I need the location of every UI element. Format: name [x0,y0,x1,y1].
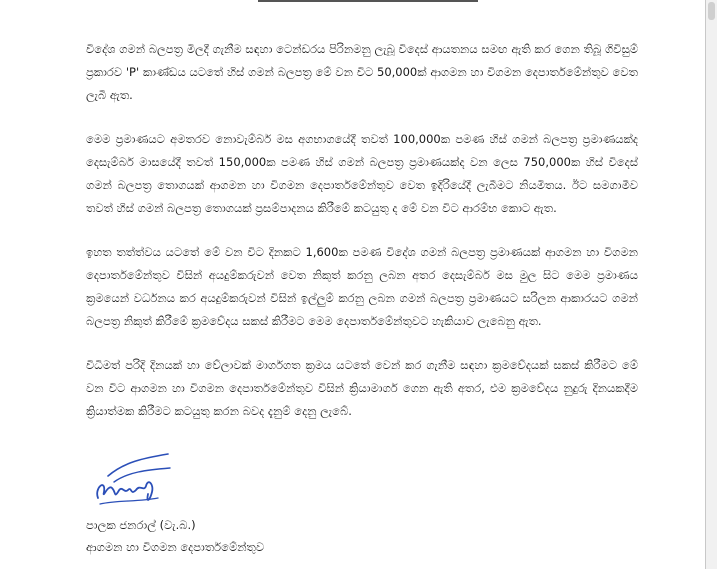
paragraph-3: ඉහත තත්ත්වය යටතේ මේ වන විට දිනකට 1,600ක පමණ විදේශ ගමන් බලපත්‍ර ප්‍රමාණයක් ආගමන හා විගමන දෙපාර්තමේන්තුව විසින් අයදුම්කරුවන් වෙත නිකුත් කරනු ලබන අතර දෙසැම්බර් මස මුල සිට මෙම ප්‍රමාණය ක්‍රමයෙන් වර්ධනය කර අයදුම්කරුවන් විසින් ඉල්ලුම් කරනු ලබන ගමන් බලපත්‍ර ප්‍රමාණයට සරිලන ආකාරයට ගමන් බලපත්‍ර නිකුත් කිරීමේ ක්‍රමවේදය සකස් කිරීමට මෙම දෙපාර්තමේන්තුවට හැකියාව ලැබෙනු ඇත. [86,245,638,328]
paragraph-1: විදේශ ගමන් බලපත්‍ර මිලදී ගැනීම සඳහා ටෙන්ඩරය පිරිනමනු ලැබූ විදෙස් ආයතනය සමඟ ඇති කර ගෙන තිබූ ගිවිසුම් ප්‍රකාරව 'P' කාණ්ඩය යටතේ හිස් ගමන් බලපත්‍ර මේ වන විට 50,000ක් ආගමන හා විගමන දෙපාර්තමේන්තුව වෙත ලැබී ඇත. [86,42,638,102]
top-rule [258,0,478,2]
vertical-scrollbar[interactable] [706,0,717,569]
paragraph-4: විධිමත් පරිදි දිනයක් හා වේලාවක් මාර්ගගත ක්‍රමය යටතේ වෙන් කර ගැනීම සඳහා ක්‍රමවේදයක් සකස් කිරීමට මේ වන විට ආගමන හා විගමන දෙපාර්තමේන්තුව විසින් ක්‍රියාමාර්ග ගෙන ඇති අතර, එම ක්‍රමවේදය නුදුරු දිනයකදීම ක්‍රියාත්මක කිරීමට කටයුතු කරන බවද දැනුම් දෙනු ලැබේ. [86,358,638,418]
scrollbar-thumb[interactable] [708,2,715,20]
signature [88,448,178,508]
paragraph-2: මෙම ප්‍රමාණයට අමතරව නොවැම්බර් මස අගභාගයේදී තවත් 100,000ක පමණ හිස් ගමන් බලපත්‍ර ප්‍රමාණයක්ද දෙසැම්බර් මාසයේදී තවත් 150,000ක පමණ හිස් ගමන් බලපත්‍ර ප්‍රමාණයක්ද වන ලෙස 750,000ක හිස් විදෙස් ගමන් බලපත්‍ර තොගයක් ආගමන හා විගමන දෙපාර්තමේන්තුව වෙත ඉදිරියේදී ලැබීමට නියමිතය. ඊට සමගාමීව තවත් හිස් ගමන් බලපත්‍ර තොගයක් ප්‍රසම්පාදනය කිරීමේ කටයුතු ද මේ වන විට ආරම්භ කොට ඇත. [86,132,638,215]
signature-block [86,514,264,558]
letter-body [86,38,638,444]
signatory-title: පාලක ජනරාල් (වැ.බ.) [86,518,196,532]
signatory-department: ආගමන හා විගමන දෙපාර්තමේන්තුව [86,540,265,554]
